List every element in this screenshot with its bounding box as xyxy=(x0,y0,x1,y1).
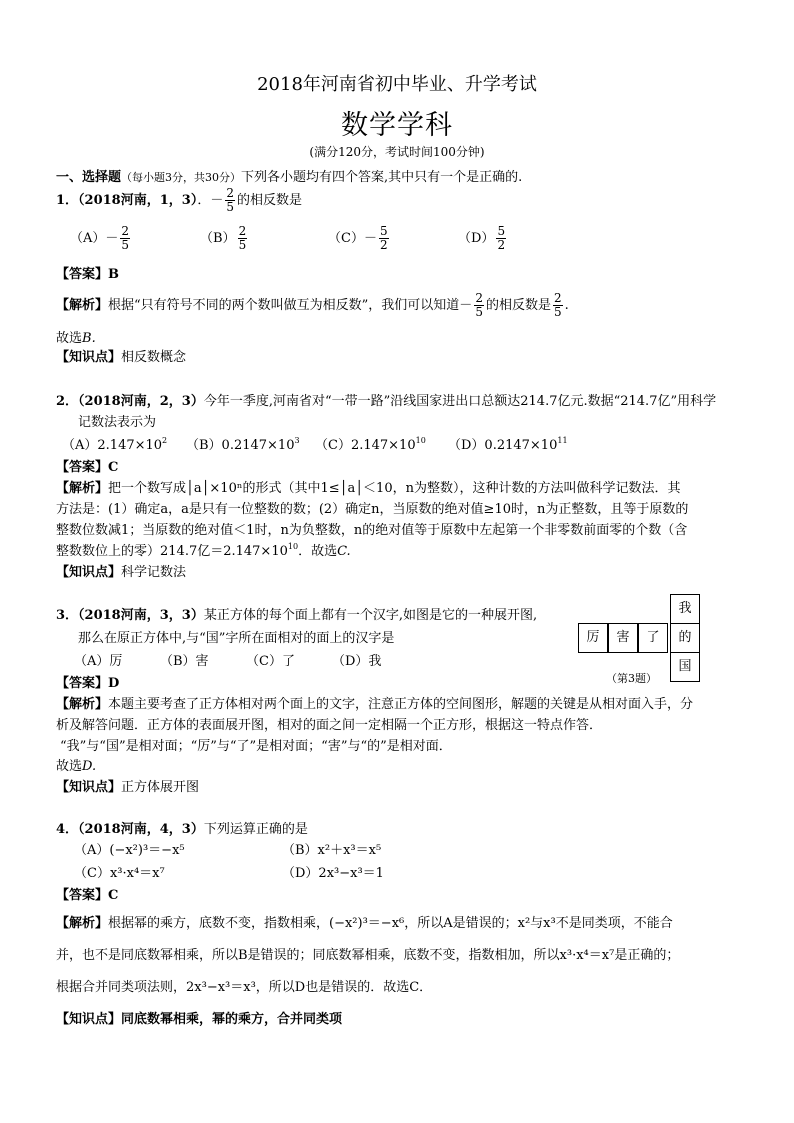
q1-d-num: 5 xyxy=(497,224,506,238)
q2-source: （2018河南，2，3） xyxy=(78,394,204,409)
q1-sep: ． xyxy=(197,193,211,208)
q3-conclusion xyxy=(56,755,96,774)
q1-answer-label: 【答案】 xyxy=(56,267,109,282)
q3-number: 3． xyxy=(56,608,79,623)
q2-option-d xyxy=(448,434,568,453)
q4-stem-text: 下列运算正确的是 xyxy=(203,822,308,837)
q1-stem xyxy=(56,187,302,214)
q4-analysis-line-2: 并，也不是同底数幂相乘，所以B是错误的；同底数幂相乘，底数不变，指数相加，所以x³·x⁴＝x⁷是正确的； xyxy=(56,948,680,963)
q2-option-a-text: （A）2.147×10 xyxy=(62,438,163,453)
q1-frac-den: 5 xyxy=(226,200,234,214)
q1-conclusion-letter: B. xyxy=(82,331,96,346)
q1-option-c-label: （C）－ xyxy=(328,231,377,246)
q2-knowledge-label: 【知识点】 xyxy=(56,565,122,580)
net-cell-wo: 我 xyxy=(670,594,700,624)
net-cell-guo: 国 xyxy=(670,652,700,682)
q3-stem-line-2: 那么在原正方体中,与“国”字所在面相对的面上的汉字是 xyxy=(78,631,395,646)
q1-analysis-text-2: 的相反数是 xyxy=(485,298,551,313)
q3-stem-text-1: 某正方体的每个面上都有一个汉字,如图是它的一种展开图, xyxy=(203,608,538,623)
q2-analysis-text-1: 把一个数写成│a│×10ⁿ的形式（其中1≤│a│＜10，n为整数），这种计数的方法叫做科学记数法．其 xyxy=(108,481,681,496)
net-cell-le: 了 xyxy=(638,623,668,653)
section-note: （每小题3分，共30分） xyxy=(121,171,242,184)
q2-option-c xyxy=(315,434,426,453)
exam-title: 2018年河南省初中毕业、升学考试 xyxy=(257,74,537,95)
q2-analysis-line-3: 整数位数减1；当原数的绝对值＜1时，n为负整数，n的绝对值等于原数中左起第一个非零数前面零的个数（含 xyxy=(56,523,688,538)
q3-analysis-line-3: “我”与“国”是相对面；“厉”与“了”是相对面；“害”与“的”是相对面． xyxy=(60,739,452,754)
q3-analysis-line-2: 析及解答问题．正方体的表面展开图，相对的面之间一定相隔一个正方形，根据这一特点作答． xyxy=(56,718,603,733)
q3-conclusion-letter: D. xyxy=(82,759,97,774)
q1-an-num-2: 2 xyxy=(553,291,562,305)
q2-knowledge xyxy=(56,561,186,580)
q1-an-den-1: 5 xyxy=(475,305,483,319)
q4-answer xyxy=(56,884,118,903)
q4-option-d: （D）2x³−x³＝1 xyxy=(282,866,384,881)
q2-option-c-exp: 10 xyxy=(415,436,426,445)
q2-number: 2． xyxy=(56,394,79,409)
q3-answer xyxy=(56,672,119,691)
q1-option-b-label: （B） xyxy=(200,231,236,246)
q1-knowledge xyxy=(56,346,186,365)
q2-option-a xyxy=(62,434,167,453)
q4-option-c: （C）x³·x⁴＝x⁷ xyxy=(74,866,165,881)
q4-knowledge xyxy=(56,1008,342,1027)
q1-b-den: 5 xyxy=(238,238,247,252)
q1-option-b-frac xyxy=(238,225,248,252)
q2-option-d-exp: 11 xyxy=(557,436,568,445)
q2-answer-label: 【答案】 xyxy=(56,460,109,475)
q1-conclusion-text: 故选 xyxy=(56,331,83,346)
q1-option-a-label: （A）－ xyxy=(70,231,119,246)
q2-analysis-exp: 10 xyxy=(287,542,299,551)
q4-analysis-label: 【解析】 xyxy=(56,916,109,931)
q2-analysis-letter: C. xyxy=(337,544,351,559)
q1-d-den: 2 xyxy=(497,238,506,252)
q4-analysis-line-3: 根据合并同类项法则，2x³−x³＝x³，所以D也是错误的．故选C． xyxy=(56,980,433,995)
q3-stem-line-1 xyxy=(56,604,537,623)
q1-an-den-2: 5 xyxy=(553,305,562,319)
q2-answer-value: C xyxy=(108,460,119,475)
q4-knowledge-text: 同底数幂相乘，幂的乘方，合并同类项 xyxy=(121,1012,343,1027)
section-label: 一、选择题 xyxy=(56,170,122,185)
q3-knowledge-text: 正方体展开图 xyxy=(121,780,200,795)
figure-caption: （第3题） xyxy=(606,672,657,685)
q1-option-d-label: （D） xyxy=(458,231,495,246)
q4-knowledge-label: 【知识点】 xyxy=(56,1012,122,1027)
q1-minus: － xyxy=(210,193,224,208)
net-cell-li: 厉 xyxy=(578,623,608,653)
q1-analysis-frac-2 xyxy=(553,292,563,319)
q2-option-a-exp: 2 xyxy=(162,436,168,445)
q4-answer-value: C xyxy=(108,888,119,903)
q3-source: （2018河南，3，3） xyxy=(78,608,204,623)
q3-conclusion-text: 故选 xyxy=(56,759,83,774)
net-cell-hai: 害 xyxy=(608,623,638,653)
q1-source: （2018河南，1，3） xyxy=(78,193,198,208)
q1-option-c-frac xyxy=(379,225,389,252)
net-cell-de: 的 xyxy=(670,623,700,653)
q4-source: （2018河南，4，3） xyxy=(78,822,204,837)
q3-answer-value: D xyxy=(108,676,120,691)
q3-analysis-label: 【解析】 xyxy=(56,697,109,712)
q1-option-d-frac xyxy=(496,225,506,252)
q1-knowledge-text: 相反数概念 xyxy=(121,350,187,365)
q4-option-b: （B）x²＋x³＝x⁵ xyxy=(282,843,382,858)
q2-analysis-line-4 xyxy=(56,540,351,559)
q4-answer-label: 【答案】 xyxy=(56,888,109,903)
q3-analysis-line-1 xyxy=(56,693,693,712)
q2-option-c-text: （C）2.147×10 xyxy=(315,438,416,453)
q2-analysis-line-1 xyxy=(56,477,680,496)
q2-stem-line-2: 记数法表示为 xyxy=(78,415,157,430)
q2-analysis-text-4: 整数数位上的零）214.7亿＝2.147×10 xyxy=(56,544,288,559)
q1-c-den: 2 xyxy=(379,238,388,252)
section-desc: 下列各小题均有四个答案,其中只有一个是正确的. xyxy=(241,170,523,185)
q3-option-d: （D）我 xyxy=(332,654,382,669)
q1-fraction xyxy=(225,187,235,214)
q1-number: 1． xyxy=(56,193,79,208)
q1-a-den: 5 xyxy=(121,238,130,252)
q3-knowledge-label: 【知识点】 xyxy=(56,780,122,795)
q3-knowledge xyxy=(56,776,199,795)
q4-number: 4． xyxy=(56,822,79,837)
q3-answer-label: 【答案】 xyxy=(56,676,109,691)
q2-option-b-text: （B）0.2147×10 xyxy=(186,438,295,453)
q3-option-c: （C）了 xyxy=(246,654,295,669)
q1-c-num: 5 xyxy=(379,224,388,238)
subject-title: 数学学科 xyxy=(341,110,453,141)
q1-knowledge-label: 【知识点】 xyxy=(56,350,122,365)
q2-stem-line-1 xyxy=(56,390,716,409)
q1-option-c xyxy=(328,225,391,252)
q1-analysis-text-1: 根据“只有符号不同的两个数叫做互为相反数”，我们可以知道－ xyxy=(108,298,473,313)
q1-option-a xyxy=(70,225,132,252)
q1-option-a-frac xyxy=(120,225,130,252)
q2-analysis-label: 【解析】 xyxy=(56,481,109,496)
q2-knowledge-text: 科学记数法 xyxy=(121,565,187,580)
q2-analysis-line-2: 方法是：(1）确定a，a是只有一位整数的数；(2）确定n，当原数的绝对值≥10时，n为正整数，且等于原数的 xyxy=(56,502,689,517)
q4-option-a: （A）(−x²)³＝−x⁵ xyxy=(74,843,185,858)
q1-an-num-1: 2 xyxy=(475,291,483,305)
q2-option-b-exp: 3 xyxy=(294,436,300,445)
q1-answer xyxy=(56,263,119,282)
q2-analysis-text-4b: ．故选 xyxy=(298,544,338,559)
q2-option-d-text: （D）0.2147×10 xyxy=(448,438,558,453)
q3-option-b: （B）害 xyxy=(160,654,209,669)
q1-conclusion xyxy=(56,327,96,346)
exam-info: (满分120分，考试时间100分钟) xyxy=(309,145,485,159)
q1-analysis-frac-1 xyxy=(474,292,484,319)
q3-analysis-text-1: 本题主要考查了正方体相对两个面上的文字，注意正方体的空间图形，解题的关键是从相对面入手，分 xyxy=(108,697,694,712)
q1-analysis: 【解析】根据“只有符号不同的两个数叫做互为相反数”，我们可以知道－ $\frac{2}{5}$ 的相反数是 $\frac{2}{5}$ . xyxy=(56,291,569,319)
q4-analysis-text-1: 根据幂的乘方，底数不变，指数相乘，(−x²)³＝−x⁶，所以A是错误的；x²与x³不是同类项，不能合 xyxy=(108,916,673,931)
q4-analysis-line-1 xyxy=(56,912,673,931)
q1-option-d xyxy=(458,225,508,252)
q1-stem-tail: 的相反数是 xyxy=(237,193,303,208)
q2-answer xyxy=(56,456,118,475)
section-heading xyxy=(56,166,522,185)
q1-frac-num: 2 xyxy=(226,186,234,200)
q1-analysis-label: 【解析】 xyxy=(56,298,109,313)
q1-answer-value: B xyxy=(108,267,120,282)
q1-option-b xyxy=(200,225,249,252)
q1-b-num: 2 xyxy=(238,224,247,238)
q2-stem-text-1: 今年一季度,河南省对“一带一路”沿线国家进出口总额达214.7亿元.数据“214.7亿”用科学 xyxy=(203,394,717,409)
q4-stem xyxy=(56,818,308,837)
q3-option-a: （A）厉 xyxy=(74,654,123,669)
q2-option-b xyxy=(186,434,300,453)
q1-a-num: 2 xyxy=(121,224,130,238)
